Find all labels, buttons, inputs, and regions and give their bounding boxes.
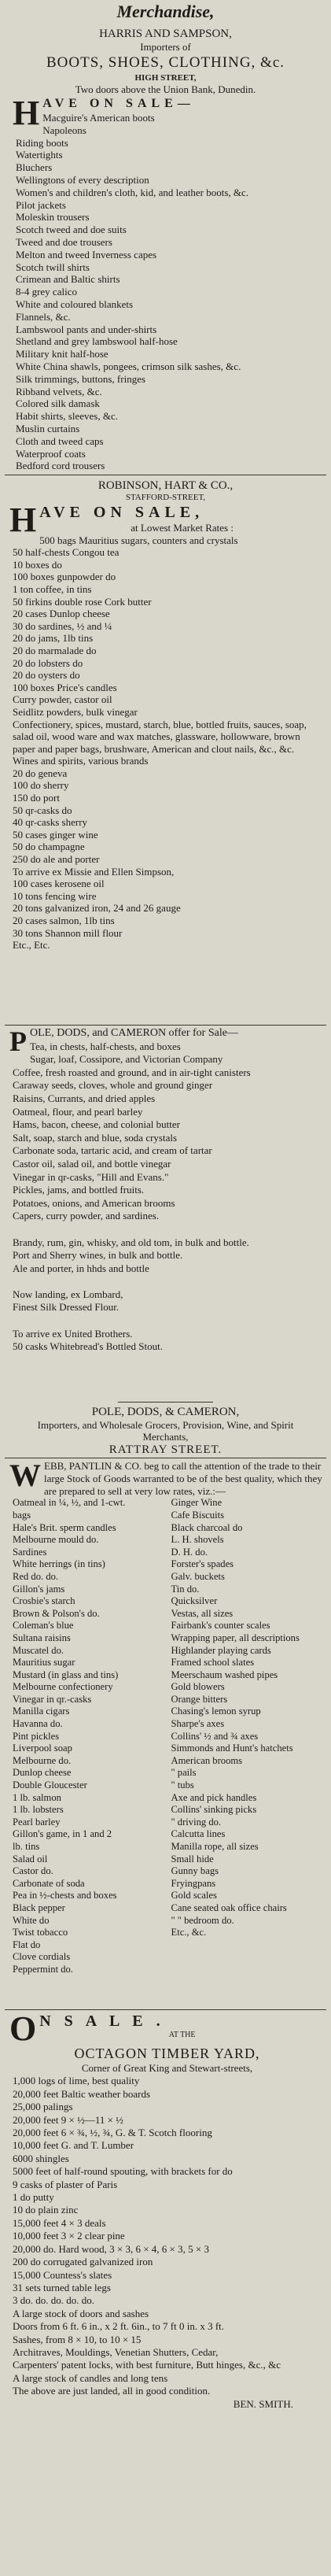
list-item: Mauritius sugar <box>13 1657 75 1669</box>
list-item: Small hide <box>171 1853 214 1865</box>
list-item: Dunlop cheese <box>13 1767 72 1779</box>
list-item: A large stock of candles and long tens <box>13 2371 168 2384</box>
list-item: Habit shirts, sleeves, &c. <box>16 410 118 423</box>
harris-goods: BOOTS, SHOES, CLOTHING, &c. <box>46 54 285 71</box>
list-item: Framed school slates <box>171 1657 255 1669</box>
list-item: Orange bitters <box>171 1693 228 1705</box>
octagon-item-list <box>9 2075 325 2397</box>
pole2-street: RATTRAY STREET. <box>108 1443 223 1455</box>
list-item: 20,000 feet 6 × ¾, ½, ¾, G. & T. Scotch flooring <box>13 2127 212 2139</box>
list-item: 20,000 feet Baltic weather boards <box>13 2087 151 2100</box>
list-item: Melbourne do. <box>13 1754 72 1766</box>
harris-sampson-ad <box>0 0 331 474</box>
list-item: 3 do. do. do. do. do. <box>13 2294 94 2307</box>
octagon-at: AT THE <box>168 2031 196 2039</box>
list-item: Potatoes, onions, and American brooms <box>13 1196 175 1209</box>
list-item: Muslin curtains <box>16 422 80 434</box>
list-item: Pearl barley <box>13 1816 61 1828</box>
list-item: Black pepper <box>13 1902 65 1913</box>
harris-drop-cap: H <box>13 94 40 132</box>
list-item: 20 tons galvanized iron, 24 and 26 gauge <box>13 902 181 915</box>
list-item: 20 do oysters do <box>13 669 80 682</box>
list-item: Wrapping paper, all descriptions <box>171 1632 300 1643</box>
webb-right-column <box>168 1497 327 1975</box>
list-item: 20 do jams, 1lb tins <box>13 632 94 645</box>
list-item: Pilot jackets <box>16 198 66 211</box>
list-item: Peppermint do. <box>13 1963 73 1975</box>
list-item: Meerschaum washed pipes <box>171 1669 278 1680</box>
separator <box>118 1402 213 1403</box>
robinson-sub: at Lowest Market Rates : <box>131 522 234 534</box>
list-item: Castor oil, salad oil, and bottle vinegar <box>13 1157 171 1170</box>
list-item: " " bedroom do. <box>171 1914 234 1926</box>
list-item: Tin do. <box>171 1583 200 1595</box>
list-item: bags <box>13 1509 31 1521</box>
list-item: 31 sets turned table legs <box>13 2281 111 2293</box>
list-item: Muscatel do. <box>13 1644 64 1656</box>
list-item: 50 cases ginger wine <box>13 828 98 841</box>
list-item: Simmonds and Hunt's hatchets <box>171 1743 293 1754</box>
list-item: 50 qr-casks do <box>13 804 72 816</box>
list-item: Black charcoal do <box>171 1521 243 1533</box>
list-item: Crimean and Baltic shirts <box>16 273 120 286</box>
list-item: Vestas, all sizes <box>171 1607 234 1619</box>
list-item: Tea, in chests, half-chests, and boxes <box>30 1040 181 1052</box>
list-item: Manilla rope, all sizes <box>171 1841 259 1853</box>
list-item: Curry powder, castor oil <box>13 693 112 706</box>
list-item: Gillon's jams <box>13 1583 65 1595</box>
list-item: 15,000 Countess's slates <box>13 2268 112 2281</box>
webb-intro: EBB, PANTLIN & CO. beg to call the attention of the trade to their large Stock of Goods warranted to be of the best quality, which they are prepared to sell at very low rates, viz.:— <box>44 1460 322 1497</box>
list-item: Brown & Polson's do. <box>13 1607 100 1619</box>
list-item: Sharpe's axes <box>171 1718 225 1730</box>
list-item: 150 do port <box>13 792 60 804</box>
list-item: 10,000 feet 3 × 2 clear pine <box>13 2230 125 2242</box>
list-item: Scotch twill shirts <box>16 261 90 273</box>
list-item: Shetland and grey lambswool half-hose <box>16 335 178 348</box>
list-item: 50 half-chests Congou tea <box>13 546 120 559</box>
list-item: Caraway seeds, cloves, whole and ground ginger <box>13 1079 213 1092</box>
list-item: Seidlitz powders, bulk vinegar <box>13 705 138 718</box>
list-item: 10 do plain zinc <box>13 2204 79 2216</box>
list-item: Napoleons <box>42 124 86 136</box>
list-item: Carbonate soda, tartaric acid, and cream of tartar <box>13 1144 212 1157</box>
list-item: Mustard (in glass and tins) <box>13 1669 119 1680</box>
list-item: The above are just landed, all in good condition. <box>13 2385 211 2397</box>
list-item: 100 do sherry <box>13 779 69 792</box>
list-item: 40 qr-casks sherry <box>13 816 88 829</box>
list-item: L. H. shovels <box>171 1534 224 1546</box>
list-item: Bedford cord trousers <box>16 460 105 472</box>
list-item: 30 do sardines, ½ and ¼ <box>13 619 112 632</box>
list-item <box>9 1275 325 1288</box>
harris-firm: HARRIS AND SAMPSON, <box>99 28 232 40</box>
octagon-signature: BEN. SMITH. <box>233 2397 293 2410</box>
list-item: Double Gloucester <box>13 1780 87 1791</box>
list-item: Bluchers <box>16 161 53 174</box>
list-item: Coffee, fresh roasted and ground, and in air-tight canisters <box>13 1066 251 1078</box>
list-item: Watertights <box>16 149 63 161</box>
list-item: Flat do <box>13 1938 41 1950</box>
list-item: Hams, bacon, cheese, and colonial butter <box>13 1118 180 1131</box>
list-item: Castor do. <box>13 1865 53 1877</box>
section-header: Merchandise, <box>116 2 215 21</box>
list-item: Doors from 6 ft. 6 in., x 2 ft. 6in., to 7 ft 0 in. x 3 ft. <box>13 2320 225 2333</box>
list-item: White and coloured blankets <box>16 298 134 310</box>
list-item: Sugar, loaf, Cossipore, and Victorian Company <box>30 1053 223 1066</box>
list-item: 20 do lobsters do <box>13 656 83 669</box>
list-item: White do <box>13 1914 50 1926</box>
list-item: 20 do marmalade do <box>13 644 97 656</box>
list-item: Military knit half-hose <box>16 348 108 360</box>
list-item: Sardines <box>13 1546 47 1558</box>
list-item: Pea in ½-chests and boxes <box>13 1890 117 1902</box>
list-item: Capers, curry powder, and sardines. <box>13 1210 160 1222</box>
list-item: 10 tons fencing wire <box>13 889 97 902</box>
list-item: Coleman's blue <box>13 1620 74 1632</box>
list-item: Havanna do. <box>13 1718 63 1730</box>
robinson-firm: ROBINSON, HART & CO., <box>97 479 234 492</box>
robinson-item-list <box>9 534 325 952</box>
list-item: Ribband velvets, &c. <box>16 385 102 397</box>
list-item: 100 boxes gunpowder do <box>13 571 116 583</box>
pole-item-list <box>9 1040 325 1354</box>
list-item: Gold scales <box>171 1890 217 1902</box>
list-item: Port and Sherry wines, in bulk and bottle. <box>13 1249 183 1262</box>
list-item: Carbonate of soda <box>13 1877 85 1889</box>
robinson-hart-ad <box>0 477 331 1023</box>
list-item: Ale and porter, in hhds and bottle <box>13 1262 149 1274</box>
list-item: Calcutta lines <box>171 1828 226 1840</box>
list-item: 1,000 logs of lime, best quality <box>13 2075 140 2087</box>
list-item: 250 do ale and porter <box>13 853 100 866</box>
list-item: Moleskin trousers <box>16 211 90 224</box>
list-item: 20,000 do. Hard wood, 3 × 3, 6 × 4, 6 × 3, 5 × 3 <box>13 2242 209 2255</box>
harris-item-list <box>13 112 325 472</box>
list-item: Vinegar in qr.-casks <box>13 1693 92 1705</box>
separator <box>5 2009 326 2010</box>
list-item: White herrings (in tins) <box>13 1558 105 1570</box>
list-item: Oatmeal, flour, and pearl barley <box>13 1105 143 1118</box>
list-item: Highlander playing cards <box>171 1644 271 1656</box>
list-item: 1 ton coffee, in tins <box>13 582 92 595</box>
list-item: 20 cases salmon, 1lb tins <box>13 915 115 926</box>
webb-left-column <box>9 1497 168 1975</box>
list-item: 20 cases Dunlop cheese <box>13 608 110 620</box>
list-item: Riding boots <box>16 136 68 149</box>
pole-lead: OLE, DODS, and CAMERON offer for Sale— <box>30 1027 238 1039</box>
harris-street: HIGH STREET, <box>134 73 197 83</box>
list-item: Melbourne mould do. <box>13 1534 99 1546</box>
list-item: 20,000 feet 9 × ½—11 × ½ <box>13 2113 123 2126</box>
pole2-desc: Importers, and Wholesale Grocers, Provision, Wine, and Spirit Merchants, <box>37 1419 294 1443</box>
list-item: Fryingpans <box>171 1877 216 1889</box>
harris-note: Two doors above the Union Bank, Dunedin. <box>75 83 256 95</box>
list-item: Vinegar in qr-casks, "Hill and Evans." <box>13 1170 169 1183</box>
harris-have-on-sale: AVE ON SALE— <box>42 97 195 110</box>
list-item: 500 bags Mauritius sugars, counters and crystals <box>39 534 238 546</box>
list-item: Macguire's American boots <box>42 112 155 124</box>
robinson-drop-cap: H <box>9 501 37 539</box>
webb-pantlin-ad <box>0 1460 331 2008</box>
list-item: Cane seated oak office chairs <box>171 1902 287 1913</box>
pole-dods-offer-ad <box>0 1027 331 1401</box>
list-item: Gold blowers <box>171 1681 225 1693</box>
list-item <box>9 1223 325 1236</box>
robinson-have-on-sale: AVE ON SALE, <box>39 504 204 521</box>
list-item: Melbourne confectionery <box>13 1681 113 1693</box>
robinson-street: STAFFORD-STREET, <box>125 493 206 502</box>
list-item: Pint pickles <box>13 1730 60 1742</box>
list-item: Salad oil <box>13 1853 48 1865</box>
list-item: 50 casks Whitebread's Bottled Stout. <box>13 1340 163 1353</box>
pole-drop-cap: P <box>9 1027 27 1057</box>
octagon-drop-cap: O <box>9 2012 37 2048</box>
list-item: Flannels, &c. <box>16 310 71 323</box>
list-item: 20 do geneva <box>13 767 68 779</box>
list-item: Twist tobacco <box>13 1927 68 1938</box>
list-item: Carpenters' patent locks, with best furniture, Butt hinges, &c., &c <box>13 2359 281 2371</box>
pole2-firm: POLE, DODS, & CAMERON, <box>91 1406 240 1418</box>
separator <box>5 1025 326 1026</box>
list-item: Brandy, rum, gin, whisky, and old tom, in bulk and bottle. <box>13 1236 249 1248</box>
list-item: Sultana raisins <box>13 1632 71 1643</box>
list-item: 100 boxes Price's candles <box>13 681 117 693</box>
list-item: Manilla cigars <box>13 1706 70 1717</box>
list-item: Lambswool pants and under-shirts <box>16 323 157 335</box>
list-item: 10 boxes do <box>13 558 62 571</box>
list-item: Women's and children's cloth, kid, and leather boots, &c. <box>16 186 249 198</box>
list-item: Crosbie's starch <box>13 1595 75 1607</box>
list-item: Etc., &c. <box>171 1927 207 1938</box>
list-item: 8-4 grey calico <box>16 286 77 298</box>
list-item: " tubs <box>171 1780 194 1791</box>
list-item: Gunny bags <box>171 1865 219 1877</box>
list-item: 50 firkins double rose Cork butter <box>13 595 152 608</box>
list-item: Quicksilver <box>171 1595 218 1607</box>
list-item: Finest Silk Dressed Flour. <box>13 1301 120 1314</box>
list-item: Liverpool soap <box>13 1743 72 1754</box>
octagon-title: OCTAGON TIMBER YARD, <box>74 2046 260 2061</box>
list-item: Red do. do. <box>13 1570 59 1582</box>
list-item: D. H. do. <box>171 1546 208 1558</box>
pole-dods-signature <box>0 1405 331 1455</box>
list-item: Etc., Etc. <box>13 939 50 952</box>
list-item: 1 lb. salmon <box>13 1791 61 1803</box>
list-item: 9 casks of plaster of Paris <box>13 2178 118 2190</box>
list-item: Wellingtons of every description <box>16 173 149 186</box>
list-item: Forster's spades <box>171 1558 234 1570</box>
list-item: Collins' sinking picks <box>171 1804 257 1816</box>
list-item: Cloth and tweed caps <box>16 434 104 447</box>
webb-drop-cap: W <box>9 1460 41 1493</box>
list-item: 1 do putty <box>13 2191 54 2204</box>
list-item: Scotch tweed and doe suits <box>16 224 127 236</box>
list-item: Raisins, Currants, and dried apples <box>13 1092 156 1104</box>
list-item: Clove cordials <box>13 1951 71 1963</box>
list-item: Cafe Biscuits <box>171 1509 225 1521</box>
list-item: Ginger Wine <box>171 1497 223 1509</box>
list-item: lb. tins <box>13 1841 40 1853</box>
list-item: Oatmeal in ¼, ½, and 1-cwt. <box>13 1497 126 1509</box>
list-item: Collins' ½ and ¾ axes <box>171 1730 259 1742</box>
list-item: Chasing's lemon syrup <box>171 1706 261 1717</box>
list-item: Now landing, ex Lombard, <box>13 1288 123 1300</box>
list-item: Sashes, from 8 × 10, to 10 × 15 <box>13 2333 142 2345</box>
list-item: Pickles, jams, and bottled fruits. <box>13 1184 145 1196</box>
list-item <box>9 1314 325 1328</box>
list-item: 6000 shingles <box>13 2152 69 2164</box>
list-item: Tweed and doe trousers <box>16 235 112 248</box>
list-item: To arrive ex Missie and Ellen Simpson, <box>13 865 175 878</box>
list-item: 50 do champagne <box>13 841 85 853</box>
list-item: 100 cases kerosene oil <box>13 878 105 890</box>
list-item: Salt, soap, starch and blue, soda crystals <box>13 1131 178 1144</box>
octagon-timber-yard-ad <box>0 2012 331 2576</box>
list-item: Waterproof coats <box>16 447 86 460</box>
list-item: Fairbank's counter scales <box>171 1620 270 1632</box>
list-item: Confectionery, spices, mustard, starch, blue, bottled fruits, sauces, soap, salad oil, wood ware and wax matches, glassware, hollowware, brown paper and paper bags, brushware, American and clout nails, &c., &c. <box>13 718 307 755</box>
list-item: Galv. buckets <box>171 1570 225 1582</box>
list-item: 30 tons Shannon mill flour <box>13 926 123 939</box>
list-item: 200 do corrugated galvanized iron <box>13 2256 153 2268</box>
list-item: American brooms <box>171 1754 243 1766</box>
list-item: Architraves, Mouldings, Venetian Shutters, Cedar, <box>13 2345 219 2358</box>
list-item: Silk trimmings, buttons, fringes <box>16 372 146 385</box>
octagon-on-sale: N S A L E . <box>39 2012 165 2030</box>
list-item: To arrive ex United Brothers. <box>13 1327 133 1340</box>
list-item: Wines and spirits, various brands <box>13 755 149 767</box>
octagon-corner: Corner of Great King and Stewart-streets, <box>81 2062 253 2074</box>
list-item: 1 lb. lobsters <box>13 1804 64 1816</box>
list-item: A large stock of doors and sashes <box>13 2307 149 2319</box>
list-item: 10,000 feet G. and T. Lumber <box>13 2139 134 2152</box>
list-item: " pails <box>171 1767 197 1779</box>
list-item: 25,000 palings <box>13 2101 73 2113</box>
list-item: Melton and tweed Inverness capes <box>16 248 157 261</box>
list-item: Gillon's game, in 1 and 2 <box>13 1828 112 1840</box>
list-item: Axe and pick handles <box>171 1791 257 1803</box>
list-item: White China shawls, pongees, crimson silk sashes, &c. <box>16 360 241 372</box>
list-item: 15,000 feet 4 × 3 deals <box>13 2216 106 2229</box>
list-item: 5000 feet of half-round spouting, with brackets for do <box>13 2165 233 2178</box>
list-item: Colored silk damask <box>16 397 100 410</box>
harris-role: Importers of <box>140 41 191 53</box>
list-item: " driving do. <box>171 1816 222 1828</box>
list-item: Hale's Brit. sperm candles <box>13 1521 116 1533</box>
